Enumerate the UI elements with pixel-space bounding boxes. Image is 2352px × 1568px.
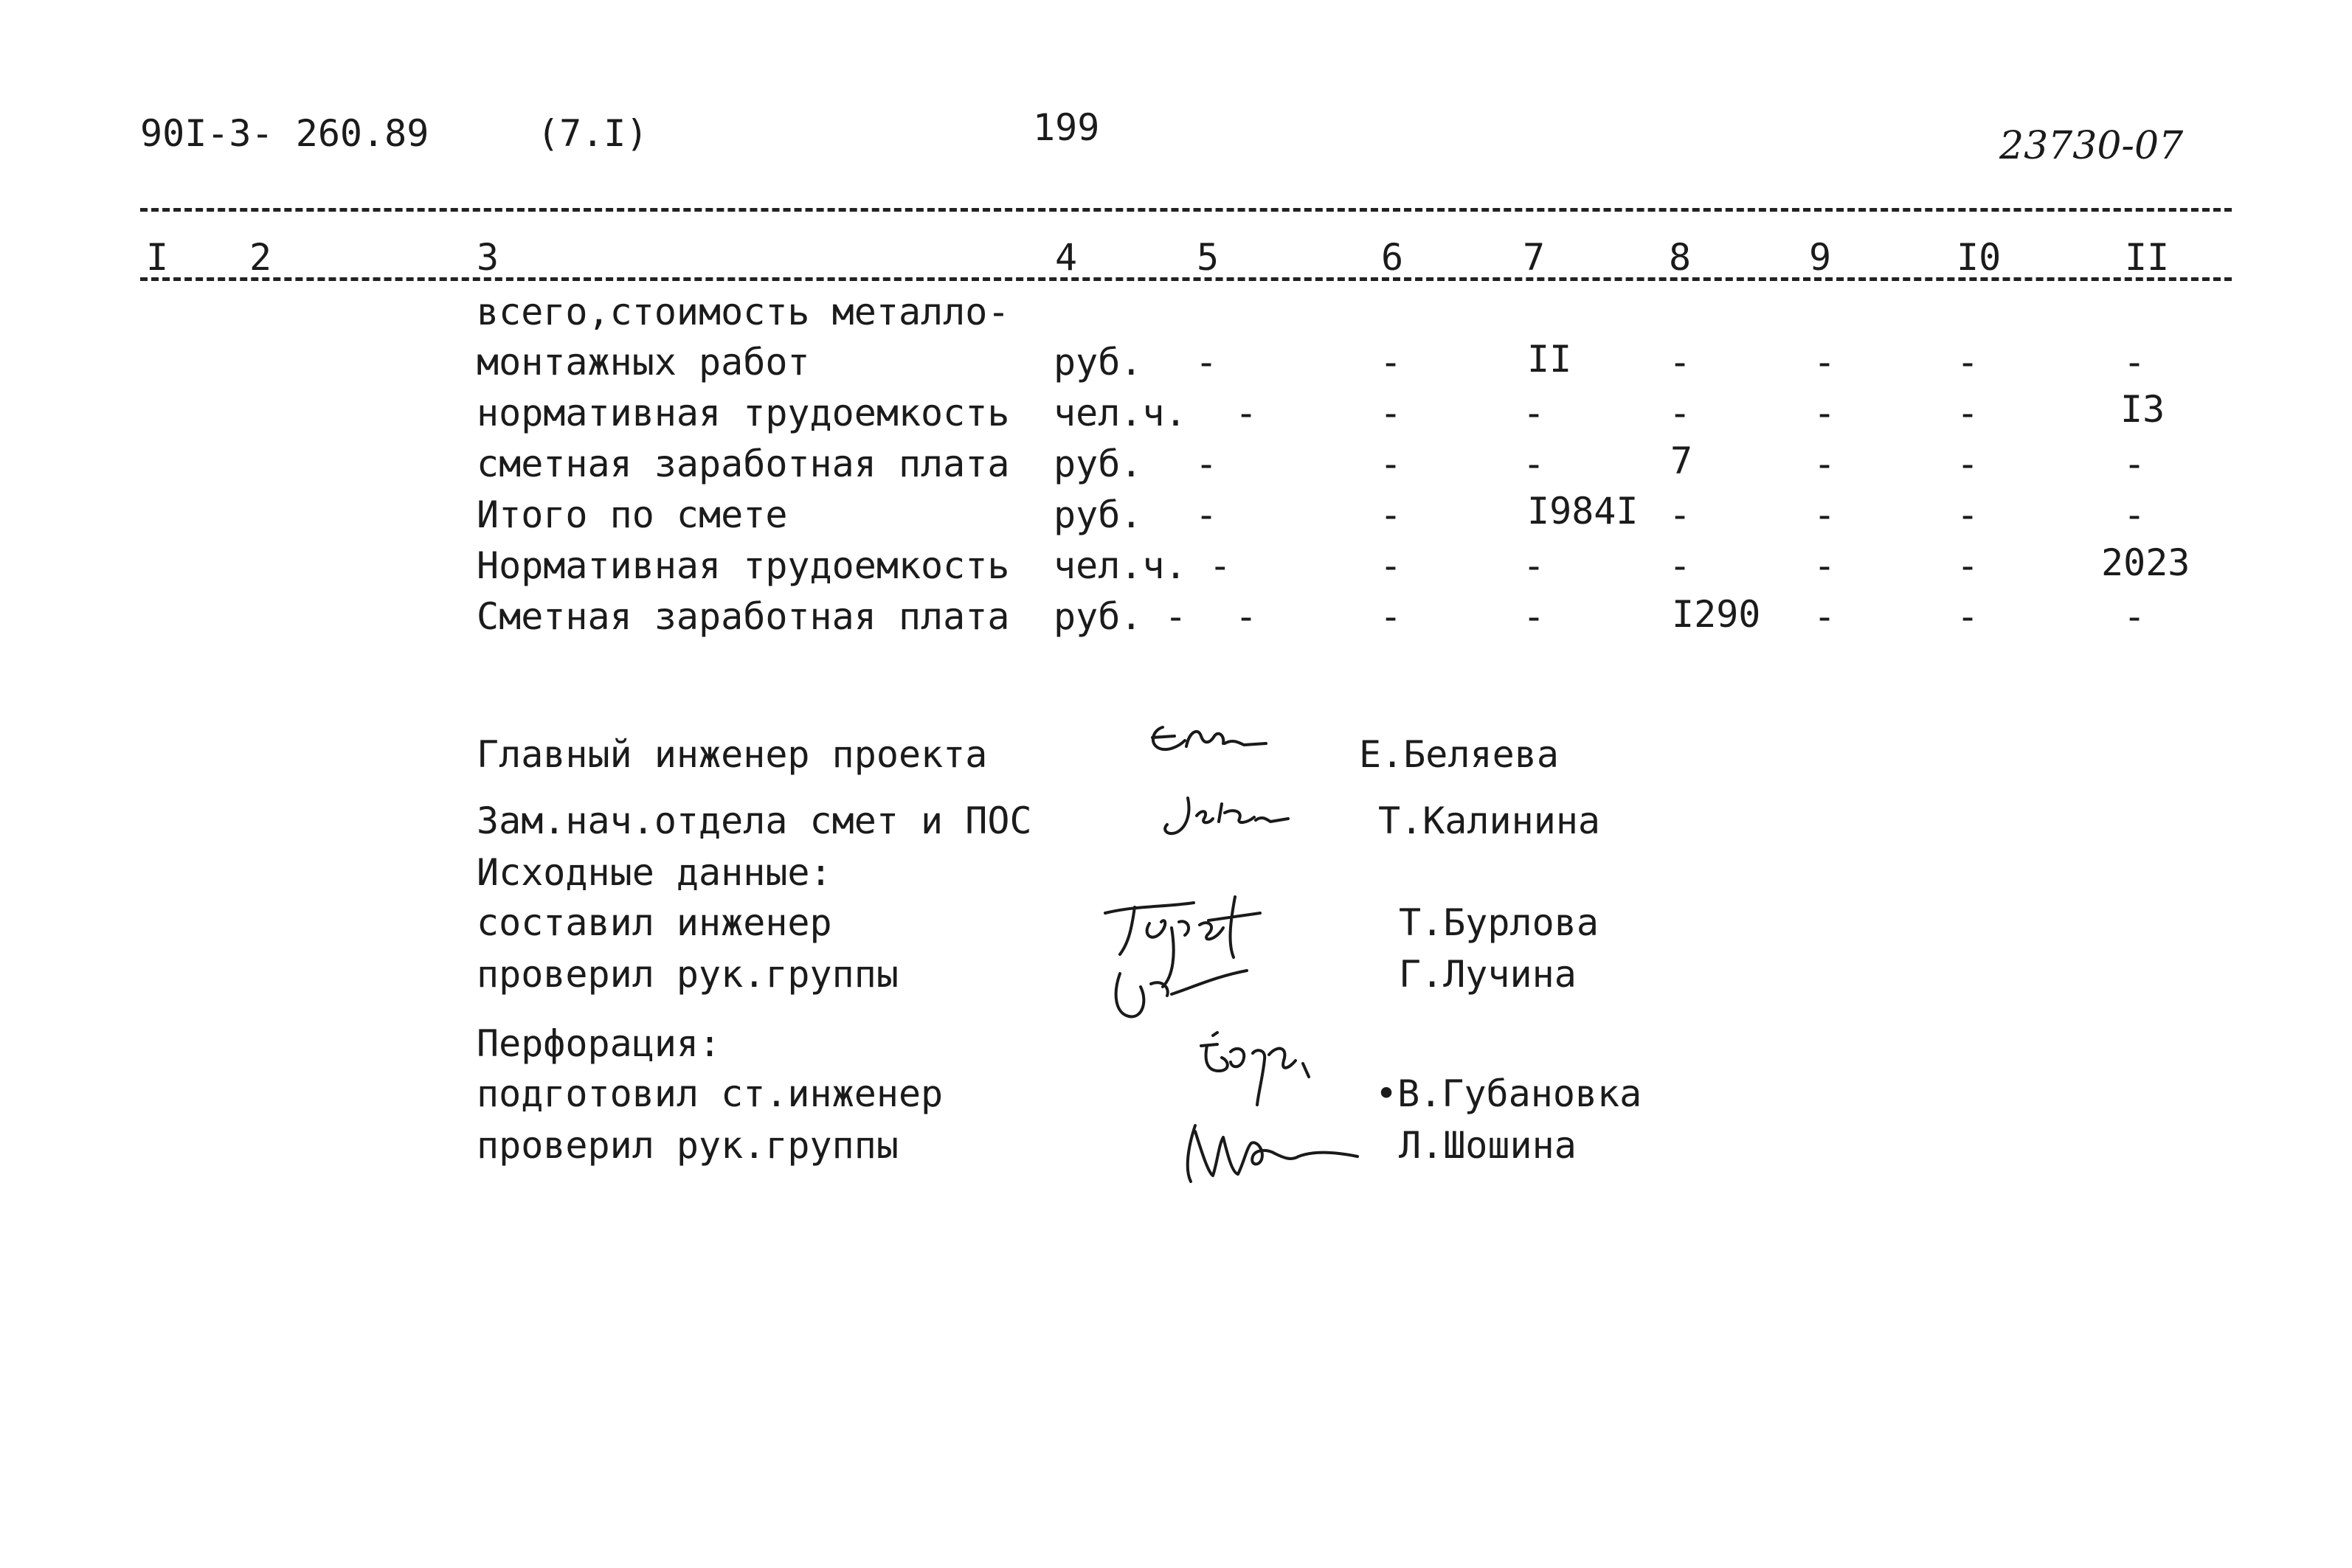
- column-number-10: I0: [1957, 236, 2002, 279]
- cell-col-9: -: [1813, 493, 1836, 536]
- cell-col-11: -: [2123, 493, 2146, 536]
- cell-col-11: -: [2123, 341, 2146, 384]
- cell-col-8: -: [1669, 392, 1692, 434]
- cell-col-5: -: [1195, 493, 1218, 536]
- column-number-8: 8: [1669, 236, 1692, 279]
- cell-col-6: -: [1380, 341, 1402, 384]
- section-number: (7.I): [537, 112, 648, 155]
- cell-col-10: -: [1957, 595, 1979, 638]
- cell-col-6: -: [1380, 493, 1402, 536]
- cell-col-10: -: [1957, 493, 1979, 536]
- column-number-4: 4: [1055, 236, 1078, 279]
- cell-col-9: -: [1813, 392, 1836, 434]
- row-label: Сметная заработная плата: [477, 595, 1010, 638]
- cell-col-9: -: [1813, 544, 1836, 587]
- handwritten-signature: [1090, 884, 1290, 1031]
- cell-col-9: -: [1813, 443, 1836, 485]
- signatory-name: Т.Бурлова: [1399, 901, 1599, 944]
- cell-col-7: II: [1527, 338, 1572, 381]
- signatory-role: составил инженер: [477, 901, 832, 944]
- row-label: Нормативная трудоемкость: [477, 544, 1010, 587]
- cell-col-8: -: [1669, 341, 1692, 384]
- cell-col-8: I290: [1672, 593, 1761, 636]
- cell-col-6: -: [1380, 443, 1402, 485]
- cell-col-5: -: [1195, 443, 1218, 485]
- column-number-11: II: [2125, 236, 2170, 279]
- cell-col-7: I984I: [1527, 490, 1639, 533]
- signatory-role: проверил рук.группы: [477, 1124, 899, 1167]
- cell-col-8: -: [1669, 493, 1692, 536]
- signatory-name: Г.Лучина: [1399, 953, 1577, 996]
- section-heading: Исходные данные:: [477, 851, 832, 894]
- section-heading: Перфорация:: [477, 1022, 722, 1065]
- handwritten-signature: [1142, 714, 1275, 773]
- cell-col-7: -: [1523, 595, 1546, 638]
- signatory-role: проверил рук.группы: [477, 953, 899, 996]
- cell-col-6: -: [1380, 544, 1402, 587]
- archive-number: 23730-07: [1999, 124, 2184, 168]
- column-number-7: 7: [1523, 236, 1546, 279]
- cell-col-7: -: [1523, 544, 1546, 587]
- cell-col-11: -: [2123, 443, 2146, 485]
- signatory-role: подготовил ст.инженер: [477, 1072, 944, 1115]
- row-label: нормативная трудоемкость: [477, 392, 1010, 434]
- signatory-role: Главный инженер проекта: [477, 733, 988, 776]
- cell-col-8: -: [1669, 544, 1692, 587]
- cell-col-8: 7: [1670, 440, 1693, 482]
- signatory-name: Т.Калинина: [1378, 799, 1601, 842]
- cell-col-5: -: [1235, 595, 1258, 638]
- cell-col-6: -: [1380, 392, 1402, 434]
- cell-col-9: -: [1813, 341, 1836, 384]
- signatory-name: Е.Беляева: [1359, 733, 1559, 776]
- column-number-1: I: [146, 236, 169, 279]
- cell-col-9: -: [1813, 595, 1836, 638]
- page-number: 199: [1033, 106, 1100, 149]
- column-number-6: 6: [1381, 236, 1404, 279]
- row-unit: чел.ч.: [1054, 392, 1187, 434]
- row-unit: руб.: [1054, 341, 1143, 384]
- cell-col-11: 2023: [2101, 541, 2190, 584]
- cell-col-6: -: [1380, 595, 1402, 638]
- cell-col-10: -: [1957, 392, 1979, 434]
- row-label: Итого по смете: [477, 493, 788, 536]
- table-top-rule: [140, 208, 2232, 212]
- cell-col-10: -: [1957, 544, 1979, 587]
- row-unit: чел.ч. -: [1054, 544, 1231, 587]
- column-number-5: 5: [1197, 236, 1220, 279]
- cell-col-10: -: [1957, 341, 1979, 384]
- row-unit: руб. -: [1054, 595, 1187, 638]
- row-label: монтажных работ: [477, 341, 810, 384]
- cell-col-11: I3: [2120, 388, 2165, 431]
- column-number-2: 2: [249, 236, 272, 279]
- signatory-name: Л.Шошина: [1399, 1124, 1577, 1167]
- signatory-role: Зам.нач.отдела смет и ПОС: [477, 799, 1032, 842]
- row-unit: руб.: [1054, 493, 1143, 536]
- handwritten-signature: [1151, 789, 1298, 848]
- signatory-name: •В.Губановка: [1375, 1072, 1642, 1115]
- cell-col-5: -: [1195, 341, 1218, 384]
- column-number-3: 3: [477, 236, 499, 279]
- cell-col-5: -: [1235, 392, 1258, 434]
- document-code: 90I-3- 260.89: [140, 112, 429, 155]
- handwritten-signature: [1173, 1111, 1372, 1192]
- row-unit: руб.: [1054, 443, 1143, 485]
- cell-col-7: -: [1523, 392, 1546, 434]
- column-number-9: 9: [1809, 236, 1832, 279]
- row-label: всего,стоимость металло-: [477, 291, 1010, 333]
- cell-col-11: -: [2123, 595, 2146, 638]
- cell-col-7: -: [1523, 443, 1546, 485]
- cell-col-10: -: [1957, 443, 1979, 485]
- handwritten-signature: [1185, 1031, 1332, 1120]
- row-label: сметная заработная плата: [477, 443, 1010, 485]
- column-header-rule: [140, 277, 2232, 281]
